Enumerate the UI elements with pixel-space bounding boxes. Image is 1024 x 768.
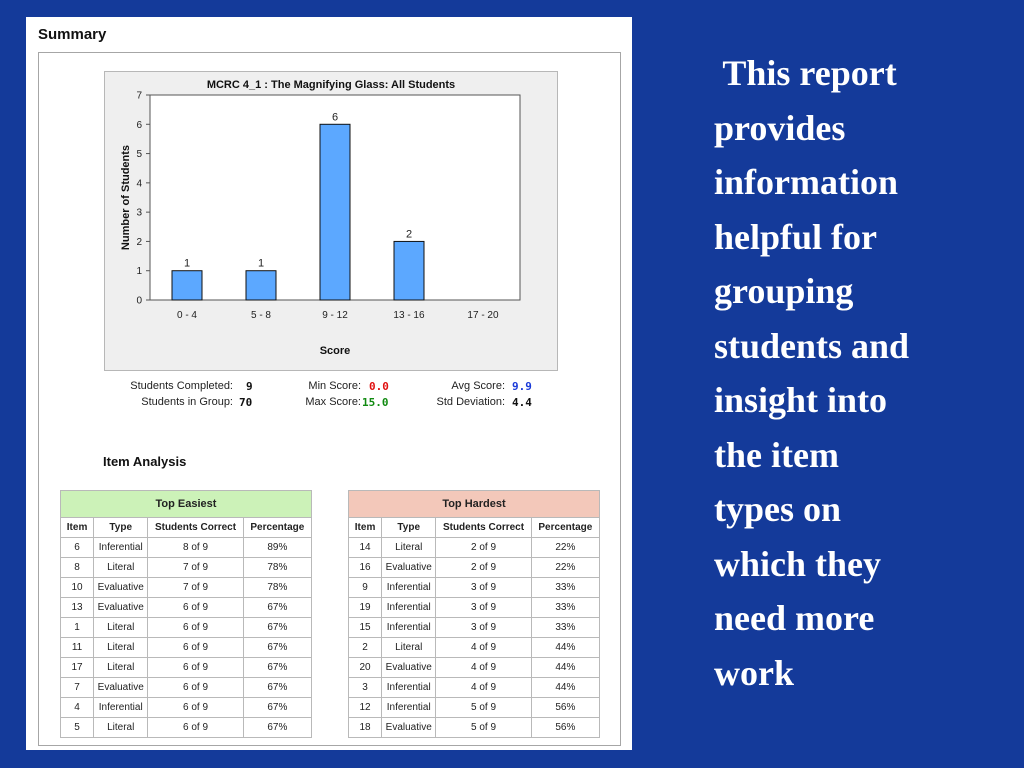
table-row <box>61 538 312 558</box>
x-tick-label: 17 - 20 <box>467 310 499 321</box>
table-row <box>61 698 312 718</box>
students-correct-cell: 3 of 9 <box>436 578 531 598</box>
y-tick-label: 6 <box>136 119 142 131</box>
item-cell: 11 <box>61 638 94 658</box>
data-label: 6 <box>331 111 339 124</box>
percentage-cell: 67% <box>243 658 311 678</box>
students-correct-cell: 3 of 9 <box>436 598 531 618</box>
table-row <box>349 718 600 738</box>
type-cell: Literal <box>94 558 148 578</box>
description-line: helpful for <box>714 216 878 257</box>
type-cell: Inferential <box>94 538 148 558</box>
item-cell: 5 <box>61 718 94 738</box>
completed-label: Students Completed: <box>130 380 233 392</box>
percentage-cell: 44% <box>531 678 599 698</box>
students-correct-cell: 6 of 9 <box>148 718 243 738</box>
item-cell: 2 <box>349 638 382 658</box>
percentage-cell: 33% <box>531 618 599 638</box>
students-correct-cell: 7 of 9 <box>148 558 243 578</box>
table-row <box>61 578 312 598</box>
type-cell: Inferential <box>94 698 148 718</box>
type-cell: Evaluative <box>382 558 436 578</box>
item-cell: 4 <box>61 698 94 718</box>
type-cell: Literal <box>94 718 148 738</box>
percentage-cell: 67% <box>243 618 311 638</box>
data-label: 1 <box>183 257 191 270</box>
score-chart <box>104 71 558 371</box>
students-correct-cell: 2 of 9 <box>436 558 531 578</box>
bar-9-12 <box>320 124 350 300</box>
students-correct-cell: 3 of 9 <box>436 618 531 638</box>
percentage-cell: 67% <box>243 638 311 658</box>
table-row <box>349 558 600 578</box>
summary-content <box>38 52 621 746</box>
table-row <box>61 558 312 578</box>
item-cell: 18 <box>349 718 382 738</box>
students-correct-cell: 6 of 9 <box>148 678 243 698</box>
x-tick-label: 13 - 16 <box>393 310 425 321</box>
item-cell: 16 <box>349 558 382 578</box>
std-value: 4.4 <box>512 396 532 409</box>
type-cell: Inferential <box>382 598 436 618</box>
y-tick-label: 5 <box>136 149 142 161</box>
col-type: Type <box>94 518 148 538</box>
type-cell: Evaluative <box>94 598 148 618</box>
table-row <box>349 618 600 638</box>
description-line: students and <box>714 325 910 366</box>
max-value: 15.0 <box>362 396 389 409</box>
max-label: Max Score: <box>305 396 361 408</box>
col-item: Item <box>349 518 382 538</box>
item-cell: 9 <box>349 578 382 598</box>
col-type: Type <box>382 518 436 538</box>
description-line: This report <box>714 53 897 93</box>
students-correct-cell: 5 of 9 <box>436 718 531 738</box>
type-cell: Literal <box>94 638 148 658</box>
students-correct-cell: 5 of 9 <box>436 698 531 718</box>
completed-value: 9 <box>246 380 253 393</box>
percentage-cell: 22% <box>531 538 599 558</box>
item-cell: 1 <box>61 618 94 638</box>
type-cell: Literal <box>94 618 148 638</box>
students-correct-cell: 6 of 9 <box>148 658 243 678</box>
top-hardest-title: Top Hardest <box>349 491 600 518</box>
table-row <box>349 538 600 558</box>
item-cell: 10 <box>61 578 94 598</box>
item-cell: 13 <box>61 598 94 618</box>
students-correct-cell: 4 of 9 <box>436 638 531 658</box>
students-correct-cell: 8 of 9 <box>148 538 243 558</box>
type-cell: Evaluative <box>382 658 436 678</box>
students-correct-cell: 6 of 9 <box>148 618 243 638</box>
chart-svg <box>105 72 557 370</box>
item-analysis-title: Item Analysis <box>103 454 187 469</box>
percentage-cell: 67% <box>243 718 311 738</box>
description-line: provides <box>714 107 846 148</box>
y-tick-label: 4 <box>136 178 142 190</box>
description-line: work <box>714 652 794 693</box>
description-line: types on <box>714 489 842 529</box>
percentage-cell: 33% <box>531 578 599 598</box>
y-tick-label: 3 <box>136 207 142 219</box>
table-row <box>349 638 600 658</box>
students-correct-cell: 4 of 9 <box>436 678 531 698</box>
y-tick-label: 1 <box>136 266 142 278</box>
data-label: 2 <box>405 228 413 241</box>
col-item: Item <box>61 518 94 538</box>
table-row <box>61 658 312 678</box>
type-cell: Literal <box>382 638 436 658</box>
avg-value: 9.9 <box>512 380 532 393</box>
group-value: 70 <box>239 396 253 409</box>
min-label: Min Score: <box>308 380 361 392</box>
table-row <box>349 598 600 618</box>
description-line: which they <box>714 543 882 584</box>
std-label: Std Deviation: <box>436 396 505 408</box>
item-cell: 3 <box>349 678 382 698</box>
percentage-cell: 78% <box>243 578 311 598</box>
students-correct-cell: 6 of 9 <box>148 598 243 618</box>
description-line: information <box>714 162 898 202</box>
type-cell: Literal <box>94 658 148 678</box>
type-cell: Inferential <box>382 578 436 598</box>
percentage-cell: 56% <box>531 698 599 718</box>
table-row <box>61 678 312 698</box>
students-correct-cell: 6 of 9 <box>148 698 243 718</box>
percentage-cell: 22% <box>531 558 599 578</box>
type-cell: Inferential <box>382 698 436 718</box>
type-cell: Evaluative <box>382 718 436 738</box>
x-axis-label: Score <box>319 345 351 357</box>
students-correct-cell: 2 of 9 <box>436 538 531 558</box>
top-hardest-table <box>348 490 600 738</box>
item-cell: 7 <box>61 678 94 698</box>
percentage-cell: 33% <box>531 598 599 618</box>
data-label: 1 <box>257 257 265 270</box>
y-tick-label: 0 <box>136 295 142 307</box>
min-value: 0.0 <box>369 380 389 393</box>
table-row <box>61 618 312 638</box>
percentage-cell: 67% <box>243 698 311 718</box>
bar-0-4 <box>172 271 202 300</box>
x-tick-label: 9 - 12 <box>322 310 348 321</box>
y-axis-label: Number of Students <box>120 144 132 251</box>
y-tick-label: 2 <box>136 236 142 248</box>
top-easiest-table <box>60 490 312 738</box>
type-cell: Evaluative <box>94 578 148 598</box>
avg-label: Avg Score: <box>451 380 505 392</box>
table-row <box>349 658 600 678</box>
description-line: insight into <box>714 380 888 420</box>
item-cell: 14 <box>349 538 382 558</box>
percentage-cell: 67% <box>243 678 311 698</box>
type-cell: Inferential <box>382 678 436 698</box>
students-correct-cell: 6 of 9 <box>148 638 243 658</box>
table-row <box>61 598 312 618</box>
y-tick-label: 7 <box>136 90 142 102</box>
x-tick-label: 5 - 8 <box>250 310 272 321</box>
col-students-correct: Students Correct <box>436 518 531 538</box>
type-cell: Literal <box>382 538 436 558</box>
item-cell: 20 <box>349 658 382 678</box>
description-text <box>714 46 1014 700</box>
item-cell: 15 <box>349 618 382 638</box>
description-line: need more <box>714 598 875 638</box>
students-correct-cell: 7 of 9 <box>148 578 243 598</box>
percentage-cell: 44% <box>531 658 599 678</box>
percentage-cell: 89% <box>243 538 311 558</box>
col-percentage: Percentage <box>531 518 599 538</box>
group-label: Students in Group: <box>141 396 233 408</box>
report-panel <box>26 17 632 750</box>
table-row <box>61 638 312 658</box>
x-tick-label: 0 - 4 <box>176 310 198 321</box>
bar-13-16 <box>394 241 424 300</box>
col-percentage: Percentage <box>243 518 311 538</box>
item-cell: 12 <box>349 698 382 718</box>
col-students-correct: Students Correct <box>148 518 243 538</box>
percentage-cell: 44% <box>531 638 599 658</box>
percentage-cell: 78% <box>243 558 311 578</box>
item-cell: 17 <box>61 658 94 678</box>
summary-title: Summary <box>38 26 107 43</box>
table-row <box>61 718 312 738</box>
description-line: grouping <box>714 271 854 311</box>
table-row <box>349 678 600 698</box>
bar-5-8 <box>246 271 276 300</box>
chart-title: MCRC 4_1 : The Magnifying Glass: All Students <box>206 79 456 91</box>
type-cell: Evaluative <box>94 678 148 698</box>
table-row <box>349 698 600 718</box>
item-cell: 8 <box>61 558 94 578</box>
item-cell: 6 <box>61 538 94 558</box>
students-correct-cell: 4 of 9 <box>436 658 531 678</box>
description-line: the item <box>714 434 839 475</box>
item-cell: 19 <box>349 598 382 618</box>
table-row <box>349 578 600 598</box>
percentage-cell: 56% <box>531 718 599 738</box>
type-cell: Inferential <box>382 618 436 638</box>
top-easiest-title: Top Easiest <box>61 491 312 518</box>
percentage-cell: 67% <box>243 598 311 618</box>
